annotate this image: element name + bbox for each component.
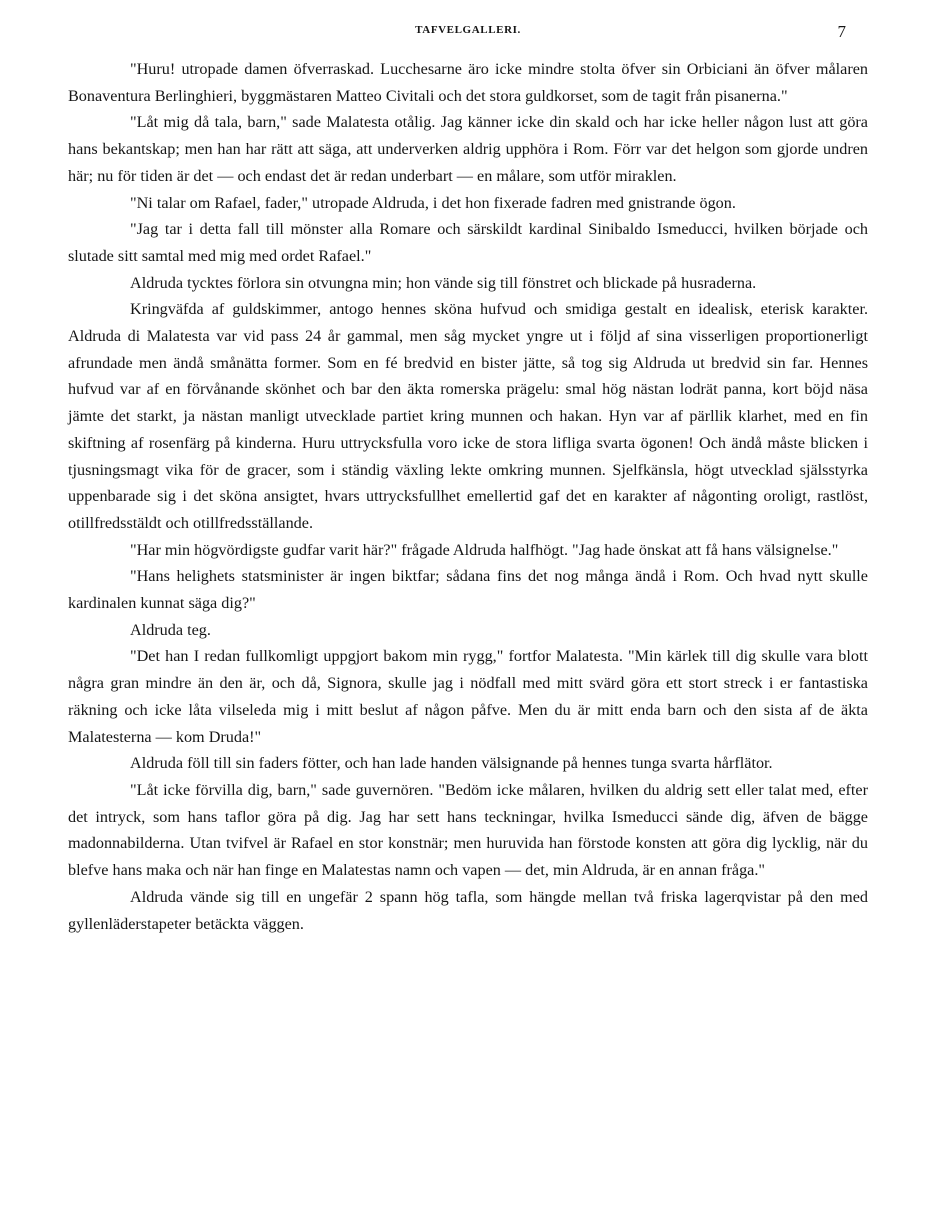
page-header <box>68 22 868 42</box>
paragraph: "Låt icke förvilla dig, barn," sade guvernören. "Bedöm icke målaren, hvilken du aldrig sett eller talat med, efter det intryck, som hans taflor göra på dig. Jag har sett hans teckningar, hvilka Ismeducci sände dig, äfven de bägge madonnabilderna. Utan tvifvel är Rafael en stor konstnär; men huruvida han förstode konsten att göra dig lycklig, när du blefve hans maka och när han finge en Malatestas namn och vapen — det, min Aldruda, är en annan fråga." <box>68 780 868 880</box>
running-title: TAFVELGALLERI. <box>415 24 521 36</box>
paragraph: Aldruda föll till sin faders fötter, och han lade handen välsignande på hennes tunga svarta hårflätor. <box>130 754 773 773</box>
paragraph: "Har min högvördigste gudfar varit här?" frågade Aldruda halfhögt. "Jag hade önskat att få hans välsignelse." <box>130 540 839 559</box>
paragraph: "Huru! utropade damen öfverraskad. Lucchesarne äro icke mindre stolta öfver sin Orbiciani än öfver målaren Bonaventura Berlinghieri, byggmästaren Matteo Civitali och det stora guldkorset, som de tagit från pisanerna." <box>68 60 868 105</box>
page-number: 7 <box>837 22 846 41</box>
paragraph: Aldruda tycktes förlora sin otvungna min; hon vände sig till fönstret och blickade på husraderna. <box>130 273 757 292</box>
paragraph: "Hans helighets statsminister är ingen biktfar; sådana fins det nog många ändå i Rom. Och hvad nytt skulle kardinalen kunnat säga dig?" <box>68 567 868 613</box>
body-text <box>68 56 868 937</box>
paragraph: "Det han I redan fullkomligt uppgjort bakom min rygg," fortfor Malatesta. "Min kärlek till dig skulle vara blott några gran mindre än den är, och då, Signora, skulle jag i nödfall med mitt svärd göra ett stort streck i er fantastiska räkning och icke låta vilseleda mig i mitt beslut af någon påfve. Men du är mitt enda barn och den sista af de äkta Malatesterna — kom Druda!" <box>68 647 868 746</box>
paragraph: "Jag tar i detta fall till mönster alla Romare och särskildt kardinal Sinibaldo Ismeducci, hvilken började och slutade sitt samtal med mig med ordet Rafael." <box>68 220 868 265</box>
paragraph: Aldruda vände sig till en ungefär 2 spann hög tafla, som hängde mellan två friska lagerqvistar på den med gyllenläderstapeter betäckta väggen. <box>68 887 868 933</box>
paragraph: Kringväfda af guldskimmer, antogo hennes sköna hufvud och smidiga gestalt en idealisk, eterisk karakter. Aldruda di Malatesta var vid pass 24 år gammal, men såg mycket yngre ut i följd af sina visserligen proportionerligt afrundade men ändå smånätta former. Som en fé bredvid en bister jätte, så tog sig Aldruda ut bredvid sin far. Hennes hufvud var af en förvånande skönhet och bar den äkta romerska prägelu: smal hög nästan lodrät panna, kort böjd näsa jämte det starkt, ja nästan manligt utvecklade partiet kring munnen och hakan. Hyn var af pärllik klarhet, med en fin skiftning af rosenfärg på kinderna. Huru uttrycksfulla voro icke de stora lifliga svarta ögonen! Och ändå måste blicken i tjusningsmagt vika för de gracer, som i ständig växling lekte omkring munnen. Sjelfkänsla, högt utvecklad själsstyrka uppenbarade sig i det sköna ansigtet, hvars uttrycksfullhet emellertid gaf det en karakter af någonting oroligt, rastlöst, otillfredsstäldt och otillfredsställande. <box>68 300 868 532</box>
paragraph: Aldruda teg. <box>130 620 211 639</box>
paragraph: "Ni talar om Rafael, fader," utropade Aldruda, i det hon fixerade fadren med gnistrande ögon. <box>130 193 736 212</box>
paragraph: "Låt mig då tala, barn," sade Malatesta otålig. Jag känner icke din skald och har icke heller någon lust att göra hans bekantskap; men han har rätt att säga, att underverken aldrig upphöra i Rom. Förr var det helgon som gjorde undren här; nu för tiden är det — och endast det är redan underbart — en målare, som utför miraklen. <box>68 113 868 185</box>
